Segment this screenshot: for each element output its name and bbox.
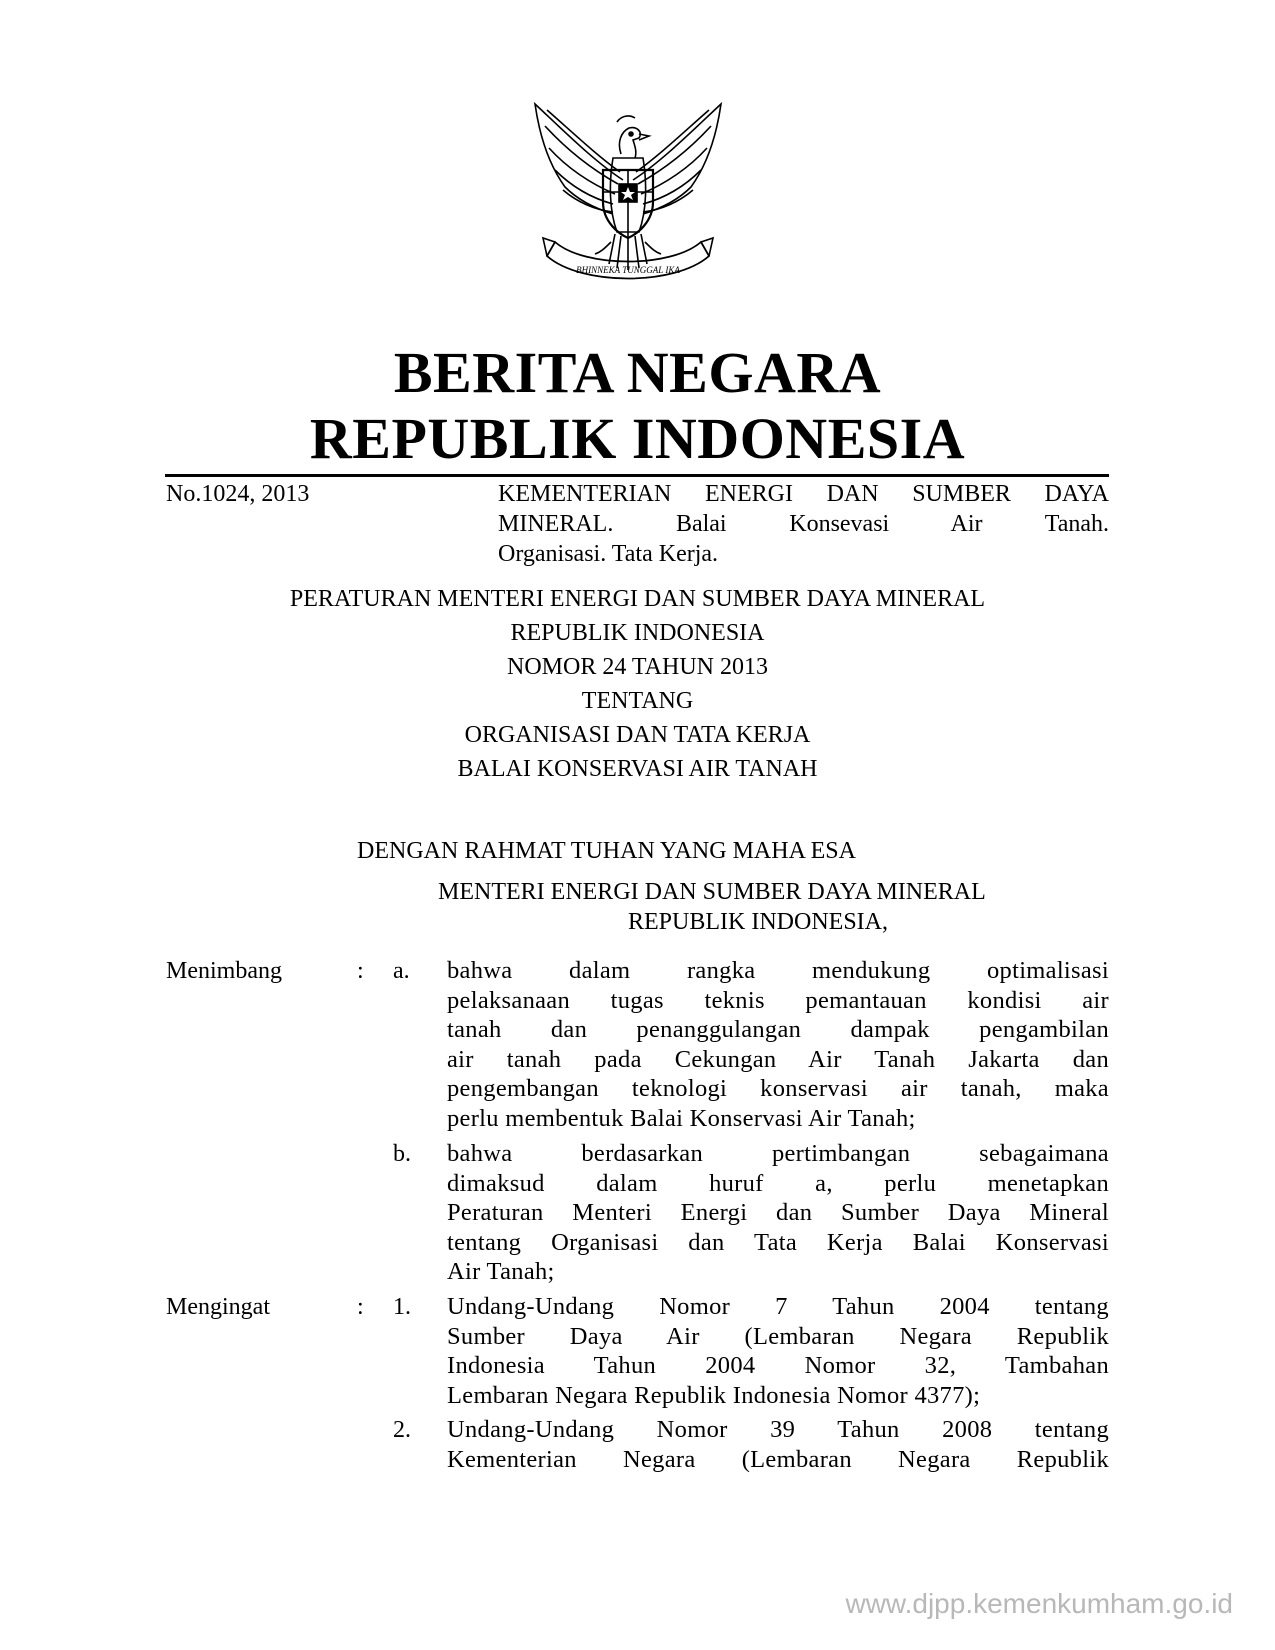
regulation-subject: ORGANISASI DAN TATA KERJA xyxy=(464,722,811,748)
regulation-title-line: PERATURAN MENTERI ENERGI DAN SUMBER DAYA MINERAL xyxy=(289,586,986,612)
list-item-line: Air Tanah; xyxy=(447,1258,555,1285)
list-item-line: pengembangan teknologi konservasi air tanah, maka xyxy=(447,1075,1109,1102)
list-item xyxy=(447,1415,1109,1474)
regulation-title-line: TENTANG xyxy=(581,688,694,714)
minister-heading xyxy=(438,877,1058,937)
list-item-line: Kementerian Negara (Lembaran Negara Republik xyxy=(447,1445,1109,1473)
register-description-line: KEMENTERIAN ENERGI DAN SUMBER DAYA xyxy=(498,481,1109,507)
list-item-line: bahwa berdasarkan pertimbangan sebagaimana xyxy=(447,1140,1109,1167)
opening-phrase: DENGAN RAHMAT TUHAN YANG MAHA ESA xyxy=(357,838,856,864)
list-item-line: Undang-Undang Nomor 7 Tahun 2004 tentang xyxy=(447,1293,1109,1320)
list-marker: 1. xyxy=(393,1294,411,1320)
list-item xyxy=(447,1139,1109,1287)
list-item-line: tanah dan penanggulangan dampak pengambilan xyxy=(447,1016,1109,1043)
list-item-line: pelaksanaan tugas teknis pemantauan kondisi air xyxy=(447,986,1109,1014)
list-item-line: Sumber Daya Air (Lembaran Negara Republik xyxy=(447,1322,1109,1350)
menimbang-label: Menimbang xyxy=(166,958,282,984)
list-item-line: tentang Organisasi dan Tata Kerja Balai Konservasi xyxy=(447,1228,1109,1256)
list-item-line: Lembaran Negara Republik Indonesia Nomor 4377); xyxy=(447,1381,981,1409)
list-marker: a. xyxy=(393,958,410,984)
mengingat-colon: : xyxy=(357,1294,364,1320)
regulation-title-line: REPUBLIK INDONESIA xyxy=(510,620,765,646)
svg-text:BHINNEKA TUNGGAL IKA: BHINNEKA TUNGGAL IKA xyxy=(576,265,680,275)
regulation-subject: BALAI KONSERVASI AIR TANAH xyxy=(457,756,818,782)
masthead-title: BERITA NEGARA xyxy=(393,340,882,405)
list-item-line: bahwa dalam rangka mendukung optimalisasi xyxy=(447,957,1109,984)
list-item-line: air tanah pada Cekungan Air Tanah Jakarta dan xyxy=(447,1045,1109,1073)
minister-title: MENTERI ENERGI DAN SUMBER DAYA MINERAL xyxy=(438,879,986,905)
list-item xyxy=(447,1292,1109,1410)
register-description-line: Organisasi. Tata Kerja. xyxy=(498,541,719,567)
register-description-line: MINERAL. Balai Konsevasi Air Tanah. xyxy=(498,511,1109,537)
regulation-number: NOMOR 24 TAHUN 2013 xyxy=(507,654,768,680)
register-description xyxy=(498,479,1109,569)
list-marker: 2. xyxy=(393,1417,411,1443)
list-item-line: Peraturan Menteri Energi dan Sumber Daya Mineral xyxy=(447,1199,1109,1226)
register-number: No.1024, 2013 xyxy=(166,481,310,507)
list-item-line: perlu membentuk Balai Konservasi Air Tanah; xyxy=(447,1104,916,1132)
mengingat-label: Mengingat xyxy=(166,1294,270,1320)
list-item-line: Indonesia Tahun 2004 Nomor 32, Tambahan xyxy=(447,1352,1109,1379)
list-item-line: dimaksud dalam huruf a, perlu menetapkan xyxy=(447,1169,1109,1197)
masthead-subtitle: REPUBLIK INDONESIA xyxy=(309,406,966,471)
list-item xyxy=(447,956,1109,1133)
garuda-emblem-icon xyxy=(525,92,731,292)
watermark-url: www.djpp.kemenkumham.go.id xyxy=(845,1588,1233,1619)
masthead-divider xyxy=(165,474,1109,477)
minister-country: REPUBLIK INDONESIA, xyxy=(628,909,888,935)
list-item-line: Undang-Undang Nomor 39 Tahun 2008 tentang xyxy=(447,1416,1109,1443)
menimbang-colon: : xyxy=(357,958,364,984)
list-marker: b. xyxy=(393,1141,411,1167)
